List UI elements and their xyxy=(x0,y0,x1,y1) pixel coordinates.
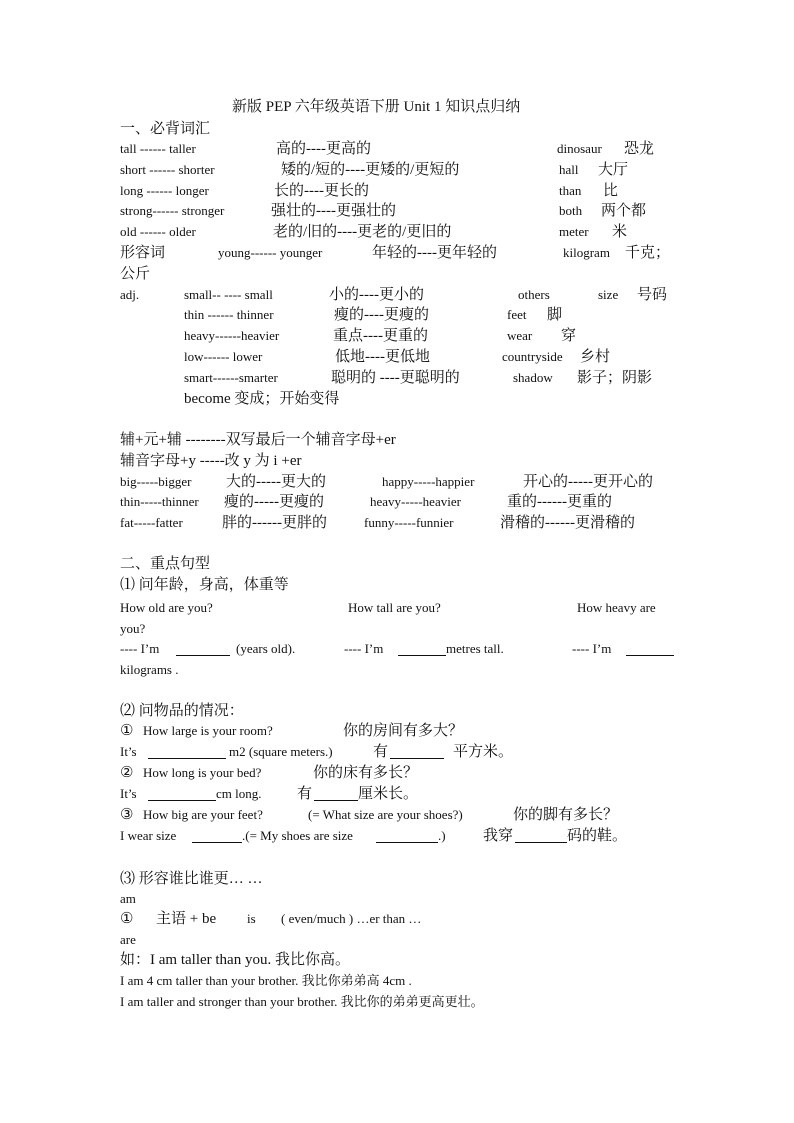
adj-row xyxy=(0,367,794,389)
question-cn: 你的床有多长？ xyxy=(313,765,419,781)
word-cn: 穿 xyxy=(561,328,577,344)
formula-part: 主语 + be xyxy=(156,911,217,927)
subsection-line xyxy=(0,700,794,722)
question-row-wrap xyxy=(0,618,794,640)
word-en: size xyxy=(598,287,619,302)
word-cn: 两个都 xyxy=(601,203,647,219)
question-cn: 你的脚有多长？ xyxy=(513,807,619,823)
comp-en: heavy-----heavier xyxy=(370,494,461,509)
comp-cn: 滑稽的------更滑稽的 xyxy=(500,515,635,531)
adj-cn: 聪明的 ----更聪明的 xyxy=(331,370,460,386)
adj-row xyxy=(0,346,794,368)
word-cn: 乡村 xyxy=(580,349,611,365)
formula-row xyxy=(0,908,794,930)
formula-are xyxy=(0,929,794,951)
vocab-row xyxy=(0,159,794,181)
rule-text: 辅音字母+y -----改 y 为 i +er xyxy=(120,453,302,469)
adj-cn: 低地----更低地 xyxy=(335,349,430,365)
comp-row xyxy=(0,491,794,513)
question-row xyxy=(0,762,794,784)
blank-line[interactable] xyxy=(398,641,446,656)
blank-line[interactable] xyxy=(176,641,230,656)
adj-en: low------ lower xyxy=(184,349,263,364)
formula-part: ( even/much ) …er than … xyxy=(281,911,422,926)
section1-line xyxy=(0,118,794,140)
formula-part: is xyxy=(247,911,256,926)
comp-row xyxy=(0,471,794,493)
blank-line[interactable] xyxy=(376,828,438,843)
vocab-en: tall ------ taller xyxy=(120,141,196,156)
answer-cn: 有 xyxy=(297,786,313,802)
comp-row xyxy=(0,512,794,534)
adj-label: adj. xyxy=(120,287,140,302)
example-line xyxy=(0,970,794,992)
word-en: kilogram xyxy=(563,245,610,260)
adj-cn: 小的----更小的 xyxy=(329,287,424,303)
blank-line[interactable] xyxy=(148,744,226,759)
circled-number: ③ xyxy=(120,807,134,823)
section2-heading: 二、重点句型 xyxy=(120,556,211,572)
circled-number: ① xyxy=(120,723,134,739)
adj-en: small-- ---- small xyxy=(184,287,273,302)
word-en: shadow xyxy=(513,370,553,385)
formula-am xyxy=(0,888,794,910)
vocab-en: old ------ older xyxy=(120,224,196,239)
vocab-cn: 长的----更长的 xyxy=(274,183,369,199)
word-en: dinosaur xyxy=(557,141,602,156)
word-cn: 比 xyxy=(603,183,619,199)
question-text: How heavy are xyxy=(577,600,656,615)
question-row xyxy=(0,597,794,619)
blank-line[interactable] xyxy=(390,744,444,759)
blank-line[interactable] xyxy=(192,828,242,843)
comp-en: thin-----thinner xyxy=(120,494,199,509)
comp-cn: 胖的------更胖的 xyxy=(222,515,327,531)
rule-line xyxy=(0,450,794,472)
answer-row xyxy=(0,638,794,660)
adj-row xyxy=(0,325,794,347)
vocab-cn: 年轻的----更年轻的 xyxy=(372,245,497,261)
question-text: How tall are you? xyxy=(348,600,441,615)
answer-text: .(= My shoes are size xyxy=(242,828,353,843)
question-row xyxy=(0,720,794,742)
answer-text: m2 (square meters.) xyxy=(229,744,333,759)
comp-en: happy-----happier xyxy=(382,474,475,489)
word-cn: 脚 xyxy=(547,307,563,323)
vocab-row-wrap xyxy=(0,263,794,285)
example-text: I am 4 cm taller than your brother. 我比你弟弟高 4cm . xyxy=(120,973,412,988)
vocab-row xyxy=(0,200,794,222)
answer-row xyxy=(0,825,794,847)
word-cn: 号码 xyxy=(637,287,668,303)
vocab-row xyxy=(0,180,794,202)
comp-en: big-----bigger xyxy=(120,474,192,489)
subsection-heading: ⑶ 形容谁比谁更… … xyxy=(120,871,263,887)
answer-cn: 平方米。 xyxy=(453,744,514,760)
comp-cn: 重的------更重的 xyxy=(507,494,612,510)
become-line xyxy=(0,388,794,410)
word-en: countryside xyxy=(502,349,563,364)
title-line xyxy=(0,96,794,118)
word-cn: 米 xyxy=(612,224,628,240)
adj-en: smart------smarter xyxy=(184,370,278,385)
word-cn: 大厅 xyxy=(598,162,629,178)
answer-text: .) xyxy=(438,828,446,843)
subsection-line xyxy=(0,574,794,596)
adj-en: heavy------heavier xyxy=(184,328,280,343)
section2-line xyxy=(0,553,794,575)
example-text: 如：I am taller than you. 我比你高。 xyxy=(120,952,350,968)
word-en: than xyxy=(559,183,582,198)
answer-cn: 有 xyxy=(373,744,389,760)
word-en: meter xyxy=(559,224,589,239)
vocab-row xyxy=(0,138,794,160)
comp-cn: 开心的-----更开心的 xyxy=(523,474,653,490)
subsection-heading: ⑵ 问物品的情况： xyxy=(120,703,244,719)
question-text: How big are your feet? xyxy=(143,807,263,822)
answer-cn: 厘米长。 xyxy=(358,786,419,802)
question-text: (= What size are your shoes?) xyxy=(308,807,463,822)
answer-text: kilograms . xyxy=(120,662,179,677)
formula-word: am xyxy=(120,891,136,906)
blank-line[interactable] xyxy=(148,786,216,801)
subsection-line xyxy=(0,868,794,890)
answer-text: I wear size xyxy=(120,828,177,843)
vocab-cn: 高的----更高的 xyxy=(276,141,371,157)
question-text: you? xyxy=(120,621,146,636)
vocab-row xyxy=(0,221,794,243)
adj-row xyxy=(0,304,794,326)
document-title: 新版 PEP 六年级英语下册 Unit 1 知识点归纳 xyxy=(232,99,521,115)
answer-text: (years old). xyxy=(236,641,296,656)
answer-row-wrap xyxy=(0,659,794,681)
answer-text: ---- I’m xyxy=(572,641,612,656)
answer-text: It’s xyxy=(120,744,137,759)
answer-text: It’s xyxy=(120,786,137,801)
circled-number: ① xyxy=(120,911,134,927)
comp-cn: 大的-----更大的 xyxy=(226,474,326,490)
blank-line[interactable] xyxy=(515,828,567,843)
example-line xyxy=(0,949,794,971)
question-text: How old are you? xyxy=(120,600,213,615)
blank-line[interactable] xyxy=(314,786,358,801)
answer-text: cm long. xyxy=(216,786,262,801)
answer-row xyxy=(0,741,794,763)
answer-text: metres tall. xyxy=(446,641,504,656)
circled-number: ② xyxy=(120,765,134,781)
comp-en: fat-----fatter xyxy=(120,515,183,530)
comp-cn: 瘦的-----更瘦的 xyxy=(224,494,324,510)
word-cn: 影子；阴影 xyxy=(577,370,653,386)
answer-cn: 我穿 xyxy=(483,828,514,844)
adj-row xyxy=(0,284,794,306)
rule-text: 辅+元+辅 --------双写最后一个辅音字母+er xyxy=(120,432,396,448)
vocab-en: young------ younger xyxy=(218,245,323,260)
become-text: become 变成；开始变得 xyxy=(184,391,340,407)
answer-cn: 码的鞋。 xyxy=(567,828,628,844)
word-en: wear xyxy=(507,328,533,343)
answer-text: ---- I’m xyxy=(344,641,384,656)
section1-heading: 一、必背词汇 xyxy=(120,121,211,137)
subsection-heading: ⑴ 问年龄，身高，体重等 xyxy=(120,577,289,593)
rule-line xyxy=(0,429,794,451)
question-cn: 你的房间有多大？ xyxy=(343,723,464,739)
vocab-en: short ------ shorter xyxy=(120,162,215,177)
word-cn-wrap: 公斤 xyxy=(120,266,151,282)
adj-en: thin ------ thinner xyxy=(184,307,274,322)
formula-word: are xyxy=(120,932,136,947)
vocab-cn: 矮的/短的----更矮的/更短的 xyxy=(281,162,460,178)
vocab-cn: 老的/旧的----更老的/更旧的 xyxy=(273,224,452,240)
vocab-en: strong------ stronger xyxy=(120,203,225,218)
example-line xyxy=(0,991,794,1013)
question-row xyxy=(0,804,794,826)
adj-label-cn: 形容词 xyxy=(120,245,166,261)
word-cn: 恐龙 xyxy=(624,141,655,157)
word-cn: 千克； xyxy=(625,245,671,261)
adj-cn: 瘦的----更瘦的 xyxy=(334,307,429,323)
answer-row xyxy=(0,783,794,805)
vocab-row xyxy=(0,242,794,264)
vocab-en: long ------ longer xyxy=(120,183,209,198)
question-text: How large is your room? xyxy=(143,723,273,738)
adj-cn: 重点----更重的 xyxy=(333,328,428,344)
vocab-cn: 强壮的----更强壮的 xyxy=(271,203,396,219)
answer-text: ---- I’m xyxy=(120,641,160,656)
word-en: feet xyxy=(507,307,527,322)
example-text: I am taller and stronger than your brother. 我比你的弟弟更高更壮。 xyxy=(120,994,484,1009)
question-text: How long is your bed? xyxy=(143,765,262,780)
word-en: hall xyxy=(559,162,579,177)
word-en: others xyxy=(518,287,550,302)
comp-en: funny-----funnier xyxy=(364,515,454,530)
word-en: both xyxy=(559,203,583,218)
blank-line[interactable] xyxy=(626,641,674,656)
